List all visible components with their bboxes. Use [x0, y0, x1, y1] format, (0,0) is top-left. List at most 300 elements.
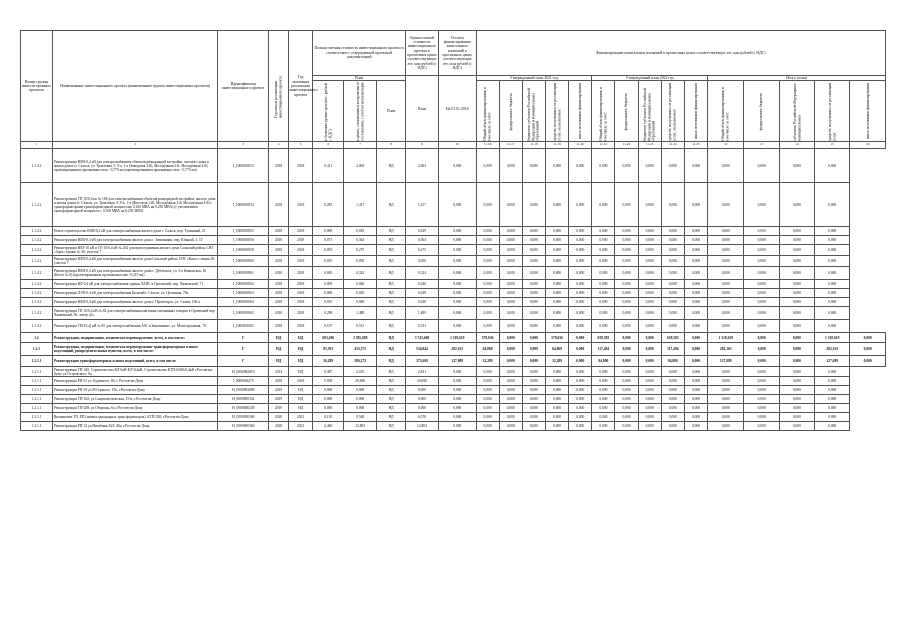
table-row [21, 298, 886, 307]
table-cell: 2018 [289, 149, 313, 183]
table-cell: 0,000 [499, 245, 522, 256]
table-cell: 0,000 [815, 320, 850, 333]
table-cell: 0,000 [615, 333, 638, 343]
table-cell: 0,000 [779, 236, 814, 245]
table-cell: 0,000 [684, 307, 707, 320]
table-cell: 0,000 [522, 413, 545, 422]
table-cell: НД [269, 333, 289, 343]
table-cell: 0,000 [684, 413, 707, 422]
table-cell: 0,000 [744, 236, 779, 245]
table-cell: 0,000 [569, 413, 592, 422]
table-cell: 0,000 [815, 256, 850, 267]
table-cell: НД [377, 149, 406, 183]
table-cell: 0,000 [661, 413, 684, 422]
table-cell: 0,000 [545, 307, 568, 320]
table-cell: 0,048 [405, 298, 438, 307]
table-cell: I_0000002275 [218, 377, 269, 386]
table-cell: 0,000 [499, 422, 522, 431]
table-cell: 0,387 [313, 367, 344, 377]
table-cell: 0,000 [661, 422, 684, 431]
table-cell: H_0000000239 [218, 404, 269, 413]
group-number-cell: 1.1.4.2 [21, 227, 53, 236]
project-name-cell: Реконструкция РП-19 ул.М.Горького, 19а, г.Ростов-на-Дону [52, 386, 217, 395]
table-cell: 0,000 [779, 245, 814, 256]
table-cell: H_0000002080 [218, 386, 269, 395]
table-cell: 0,000 [592, 267, 615, 280]
table-cell: 0,000 [499, 307, 522, 320]
table-cell: 0,000 [615, 307, 638, 320]
table-cell: 0,000 [499, 256, 522, 267]
table-cell: 0,000 [684, 404, 707, 413]
table-cell: 2018 [289, 236, 313, 245]
group-number-cell: 1.1.4.2 [21, 149, 53, 183]
table-cell: 0,000 [569, 280, 592, 289]
column-number: 11.18 [522, 142, 545, 149]
table-cell: 0,000 [545, 149, 568, 183]
table-cell: НД [377, 256, 406, 267]
table-cell: 1 318,619 [708, 333, 744, 343]
header-project-id: Идентификатор инвестиционного проекта [218, 31, 269, 142]
table-cell: 0,000 [545, 236, 568, 245]
table-cell: 0,000 [779, 307, 814, 320]
table-cell: 0,000 [439, 280, 477, 289]
table-cell: 0,000 [545, 280, 568, 289]
investment-program-table [20, 30, 886, 431]
table-cell: 2,460 [313, 422, 344, 431]
table-cell: 0,000 [615, 404, 638, 413]
table-cell: 0,000 [522, 386, 545, 395]
table-cell: I_1000000562 [218, 280, 269, 289]
table-cell: 0,029 [405, 227, 438, 236]
table-cell: НД [289, 343, 313, 356]
table-cell: 0,000 [638, 377, 661, 386]
group-number-cell: 1.2 [21, 333, 53, 343]
table-cell: 693,206 [313, 333, 344, 343]
group-number-cell: 1.1.4.2 [21, 267, 53, 280]
table-cell: 0,000 [592, 149, 615, 183]
table-cell: 0,275 [405, 245, 438, 256]
table-cell: 0,000 [344, 404, 377, 413]
table-cell: 0,000 [313, 386, 344, 395]
table-cell: 2,063 [405, 149, 438, 183]
table-cell: 0,000 [779, 280, 814, 289]
table-cell: 2018 [269, 298, 289, 307]
column-number: 10 [439, 142, 477, 149]
table-cell: 2018 [289, 267, 313, 280]
table-cell: 0,000 [499, 227, 522, 236]
column-number: 15 [815, 142, 850, 149]
table-cell: 0,000 [638, 236, 661, 245]
table-cell: 658,583 [661, 333, 684, 343]
table-cell: I_1000000564 [218, 298, 269, 307]
table-cell: 0,000 [522, 320, 545, 333]
table-cell: 0,000 [569, 367, 592, 377]
table-cell: 0,050 [405, 256, 438, 267]
table-cell: 0,000 [815, 227, 850, 236]
column-number: 11.24 [661, 142, 684, 149]
header-2022-other: иных источников финансирования [684, 81, 707, 142]
table-cell: 0,000 [744, 356, 779, 367]
table-cell: 0,000 [815, 298, 850, 307]
table-cell: 0,000 [615, 395, 638, 404]
table-cell: 2018 [269, 149, 289, 183]
table-row [21, 413, 886, 422]
table-cell: 0,000 [439, 307, 477, 320]
table-cell: 0,000 [744, 280, 779, 289]
table-cell: НД [377, 356, 406, 367]
table-cell: 0,000 [476, 386, 499, 395]
table-cell: НД [377, 333, 406, 343]
table-cell: 0,000 [638, 289, 661, 298]
column-number: 4 [269, 142, 289, 149]
table-cell: 0,000 [439, 377, 477, 386]
project-name-cell: Новое строительство ВЛИ-0,4 кВ для электроснабжения жилого дома г. Сальск, пер. Туманный, 21 [52, 227, 217, 236]
table-cell: 0,000 [615, 245, 638, 256]
table-cell: 0,000 [592, 183, 615, 227]
column-number: 3 [218, 142, 269, 149]
table-cell: НД [289, 367, 313, 377]
table-cell: 0,000 [615, 149, 638, 183]
table-cell: 0,000 [638, 183, 661, 227]
table-cell: 0,000 [661, 245, 684, 256]
table-cell: 0,000 [592, 395, 615, 404]
project-name-cell: Реконструкция ЛЭП-0,4 кВ для электроснабжения Козачий г. Сальск, ул. Целинная, 78а [52, 289, 217, 298]
table-cell: 0,000 [439, 386, 477, 395]
table-cell: 0,000 [405, 386, 438, 395]
table-row [21, 386, 886, 395]
project-name-cell: Вычищение ТП, РП (замена однородных трансформаторов). КТП-538, г.Ростов-на-Дону [52, 413, 217, 422]
table-cell: 0,000 [744, 307, 779, 320]
table-cell: 64,869 [545, 343, 568, 356]
table-cell: 0,000 [661, 280, 684, 289]
table-row [21, 236, 886, 245]
table-cell: 0,000 [815, 413, 850, 422]
header-2022-tariff: средств, полученных от реализации услуг, оказываемых [661, 81, 684, 142]
table-cell: 0,000 [615, 236, 638, 245]
table-cell: 0,531 [405, 320, 438, 333]
header-2022-federal: федерального бюджета [615, 81, 638, 142]
table-cell: 2018 [289, 183, 313, 227]
table-cell: 0,000 [815, 267, 850, 280]
table-cell: 2018 [289, 307, 313, 320]
table-cell: 0,000 [545, 367, 568, 377]
table-cell: 579,636 [476, 333, 499, 343]
table-cell: 0,000 [684, 280, 707, 289]
table-cell: 0,000 [405, 395, 438, 404]
header-plan-2022: Утвержденный план 2022 год [592, 76, 708, 81]
table-cell: 0,065 [313, 267, 344, 280]
table-cell: 0,000 [779, 377, 814, 386]
table-cell: 2018 [289, 320, 313, 333]
table-cell: 0,000 [779, 289, 814, 298]
table-cell: 375,669 [405, 356, 438, 367]
table-cell: НД [377, 307, 406, 320]
table-cell: 0,000 [615, 367, 638, 377]
table-cell: 0,000 [684, 367, 707, 377]
table-cell: 0,000 [815, 236, 850, 245]
table-cell: НД [377, 343, 406, 356]
table-cell: 0,000 [569, 236, 592, 245]
table-cell: 127,089 [708, 356, 744, 367]
table-cell: 0,000 [545, 422, 568, 431]
table-cell: 0,000 [499, 377, 522, 386]
column-number: 6 [313, 142, 344, 149]
table-cell: 0,000 [815, 404, 850, 413]
table-cell: 2019 [269, 404, 289, 413]
table-cell: 0,046 [344, 280, 377, 289]
column-number: 11.25 [684, 142, 707, 149]
table-header [21, 31, 886, 149]
table-cell: НД [289, 333, 313, 343]
project-name-cell: Реконструкция ТП(10,4) кВ № 85 для электроснабжения АЗС в Зимовниках, ул. Магистральная, 70 [52, 320, 217, 333]
table-cell: H_0000000360 [218, 422, 269, 431]
table-cell: 0,000 [439, 227, 477, 236]
table-cell: 0,000 [592, 307, 615, 320]
table-row [21, 183, 886, 227]
table-cell: 0,000 [499, 289, 522, 298]
table-cell: 0,000 [779, 386, 814, 395]
header-total: Итого (план) [708, 76, 886, 81]
table-cell: 0,000 [638, 404, 661, 413]
project-name-cell: Реконструкция ВЛИ-0,4 кВ для электроснабжения жилого дома г. Дубовское, ул. 2-я Кавказская, 16 (Котел № 8) (проектированием протяженностью -0,215 км) [52, 267, 217, 280]
table-cell: 0,283 [313, 183, 344, 227]
table-cell: 0,000 [684, 256, 707, 267]
table-cell: 0,000 [522, 395, 545, 404]
table-cell: 0,000 [638, 395, 661, 404]
table-cell: 85,391 [313, 343, 344, 356]
table-cell: 0,000 [815, 395, 850, 404]
group-number-cell: 1.2.1.1 [21, 367, 53, 377]
table-cell: 0,000 [708, 404, 744, 413]
table-cell: НД [289, 386, 313, 395]
table-cell: 0,000 [545, 267, 568, 280]
table-cell: I_1000001602 [218, 320, 269, 333]
table-cell: 0,000 [815, 289, 850, 298]
table-cell: 94,800 [592, 356, 615, 367]
group-number-cell: 1.1.4.2 [21, 245, 53, 256]
table-cell: 0,000 [569, 356, 592, 367]
table-cell: 282,163 [439, 343, 477, 356]
table-cell: 0,000 [499, 267, 522, 280]
table-cell: 0,000 [499, 183, 522, 227]
table-cell: 117,494 [661, 343, 684, 356]
table-cell: 0,000 [779, 320, 814, 333]
table-cell: 0,000 [344, 395, 377, 404]
table-cell: НД [377, 386, 406, 395]
table-cell: 0,000 [684, 298, 707, 307]
table-cell: 0,000 [744, 422, 779, 431]
table-cell: 0,000 [439, 413, 477, 422]
table-cell: 0,000 [638, 367, 661, 377]
table-cell: 0,000 [522, 256, 545, 267]
table-cell: НД [377, 183, 406, 227]
table-cell: 0,000 [476, 404, 499, 413]
table-cell: 0,000 [545, 183, 568, 227]
table-cell: 0,000 [476, 280, 499, 289]
header-plan-2021: Утвержденный план 2021 год [476, 76, 592, 81]
table-cell: 0,000 [638, 356, 661, 367]
table-cell: НД [269, 356, 289, 367]
table-cell: 1,489 [344, 307, 377, 320]
table-cell: 0,000 [779, 356, 814, 367]
table-cell: 534,044 [405, 343, 438, 356]
table-cell: 0,000 [439, 245, 477, 256]
table-cell: 0,000 [522, 377, 545, 386]
table-cell: 0,000 [638, 256, 661, 267]
table-body [21, 149, 886, 431]
table-cell: 0,000 [569, 289, 592, 298]
table-cell: 0,000 [439, 289, 477, 298]
table-cell: 0,000 [545, 413, 568, 422]
table-cell: 0,000 [592, 404, 615, 413]
table-cell: 0,000 [744, 367, 779, 377]
table-cell: 2018 [269, 183, 289, 227]
table-cell: 1 318,619 [439, 333, 477, 343]
table-cell: I_1000000558 [218, 245, 269, 256]
table-cell: 579,636 [545, 333, 568, 343]
table-cell: НД [377, 280, 406, 289]
table-cell: 0,000 [545, 289, 568, 298]
group-number-cell: 1.1.4.2 [21, 307, 53, 320]
table-cell: 0,324 [405, 267, 438, 280]
table-cell: 2018 [269, 236, 289, 245]
table-cell: 2018 [269, 320, 289, 333]
project-name-cell: Реконструкция ТП 10/0,4 кв № 168 для электроснабжения объектов разнорядной застройки, жилого дома и жилья домах (г. Сальск, ул. Трактовая, 9, 9-а, 1-а (Флотская 1-й), Молодёжная 2-й, Молодёжная 4-й) с трансформаторами трансформаторной мощностью 0,160 МВА на 0,250 МВА) (с увеличением трансформаторной мощности с 0,160 МВА на 0,250 МВА) [52, 183, 217, 227]
table-cell: I_1000000553 [218, 149, 269, 183]
header-2021-other: иных источников финансирования [569, 81, 592, 142]
table-cell: 0,000 [684, 227, 707, 236]
table-cell: 2018 [289, 227, 313, 236]
table-cell: 0,000 [569, 422, 592, 431]
table-cell: 2019 [269, 386, 289, 395]
table-cell: 0,000 [815, 280, 850, 289]
header-total-other: иных источников финансирования [850, 81, 886, 142]
group-number-cell: 1.2.1.1 [21, 386, 53, 395]
table-cell: 0,000 [476, 395, 499, 404]
table-cell: 0,000 [684, 236, 707, 245]
table-cell: I_1000000563 [218, 289, 269, 298]
group-number-cell: 1.2.1.1 [21, 422, 53, 431]
table-cell: 0,000 [522, 267, 545, 280]
table-cell: 0,000 [569, 404, 592, 413]
table-cell: 0,000 [708, 289, 744, 298]
table-cell: 0,000 [744, 413, 779, 422]
table-cell: 0,000 [684, 386, 707, 395]
table-cell: 0,000 [708, 386, 744, 395]
table-cell: 0,000 [569, 307, 592, 320]
table-cell: 0,000 [545, 298, 568, 307]
table-cell: 0,000 [615, 298, 638, 307]
table-cell: 0,000 [439, 404, 477, 413]
table-cell: 0,006 [313, 289, 344, 298]
table-cell: 0,364 [344, 236, 377, 245]
table-cell: 0,000 [439, 367, 477, 377]
column-number: 12 [708, 142, 744, 149]
table-cell: 0,000 [569, 395, 592, 404]
table-cell: 2012 [269, 367, 289, 377]
table-cell: 0,000 [850, 356, 886, 367]
header-project-name: Наименование инвестиционного проекта (наименование группы инвестиционных проектов) [52, 31, 217, 142]
table-cell: 0,000 [439, 256, 477, 267]
table-cell: 2018 [289, 245, 313, 256]
table-cell: 0,029 [344, 227, 377, 236]
table-cell: 0,048 [344, 298, 377, 307]
header-cost-plan: План [313, 76, 406, 81]
column-number: 7 [344, 142, 377, 149]
table-cell: 0,000 [499, 280, 522, 289]
table-cell: 0,000 [708, 307, 744, 320]
table-cell: 0,000 [779, 413, 814, 422]
column-number: 11.19 [545, 142, 568, 149]
table-cell: НД [269, 343, 289, 356]
header-2021-tariff: средств, полученных от реализации услуг, оказываемых [545, 81, 568, 142]
header-total-federal: федерального бюджета [744, 81, 779, 142]
group-number-cell: 1.1.4.2 [21, 289, 53, 298]
header-2022-regional: бюджетов субъектов Российской Федерации и муниципальных образований [638, 81, 661, 142]
header-cost-plan-nd: План [377, 81, 406, 142]
table-cell: 2,555 [344, 367, 377, 377]
table-cell: 282,163 [815, 343, 850, 356]
table-cell: 0,000 [545, 404, 568, 413]
table-cell: 0,010 [313, 256, 344, 267]
column-number: 2 [52, 142, 217, 149]
table-cell: 0,000 [661, 236, 684, 245]
table-cell: 0,000 [744, 404, 779, 413]
table-row [21, 289, 886, 298]
table-cell: 0,000 [522, 333, 545, 343]
table-row [21, 356, 886, 367]
table-cell: 0,000 [708, 320, 744, 333]
column-number: 11.16 [476, 142, 499, 149]
project-name-cell: Реконструкция, модернизация, техническое перевооружение, всего, в том числе: [52, 333, 217, 343]
table-cell: 0,000 [615, 183, 638, 227]
table-cell: 0,000 [744, 320, 779, 333]
table-cell: 0,000 [592, 413, 615, 422]
table-cell: 0,000 [744, 267, 779, 280]
table-cell: 0,029 [344, 289, 377, 298]
table-cell: 127,089 [815, 356, 850, 367]
table-cell: 0,000 [476, 256, 499, 267]
table-cell: 0,000 [661, 227, 684, 236]
table-cell: 0,000 [815, 149, 850, 183]
table-cell: 0,000 [569, 256, 592, 267]
table-cell: 0,000 [661, 298, 684, 307]
header-full-cost-group: Оценка полной стоимости инвестиционного проекта в прогнозных ценах соответствующих лет, млн рублей (с НДС) [405, 31, 438, 76]
group-number-cell: 1.2.1 [21, 343, 53, 356]
table-cell: 0,000 [638, 343, 661, 356]
table-cell: 0,000 [684, 395, 707, 404]
table-row [21, 367, 886, 377]
column-number: 11.22 [615, 142, 638, 149]
table-cell: 0,364 [405, 236, 438, 245]
group-number-cell: 1.2.1.1 [21, 404, 53, 413]
table-cell: 0,000 [744, 289, 779, 298]
table-cell: 2018 [289, 298, 313, 307]
table-cell: НД [377, 422, 406, 431]
column-number: 8 [377, 142, 406, 149]
table-cell: 0,000 [615, 413, 638, 422]
table-cell: 117,494 [592, 343, 615, 356]
table-cell: 0,000 [545, 227, 568, 236]
table-cell: 0,275 [344, 245, 377, 256]
table-cell: 0,000 [405, 404, 438, 413]
table-cell: 0,000 [744, 149, 779, 183]
table-cell: 0,000 [744, 377, 779, 386]
table-cell: 0,000 [708, 245, 744, 256]
table-cell: 3 585,698 [344, 333, 377, 343]
table-cell: 0,000 [615, 386, 638, 395]
table-cell: 0,055 [313, 245, 344, 256]
